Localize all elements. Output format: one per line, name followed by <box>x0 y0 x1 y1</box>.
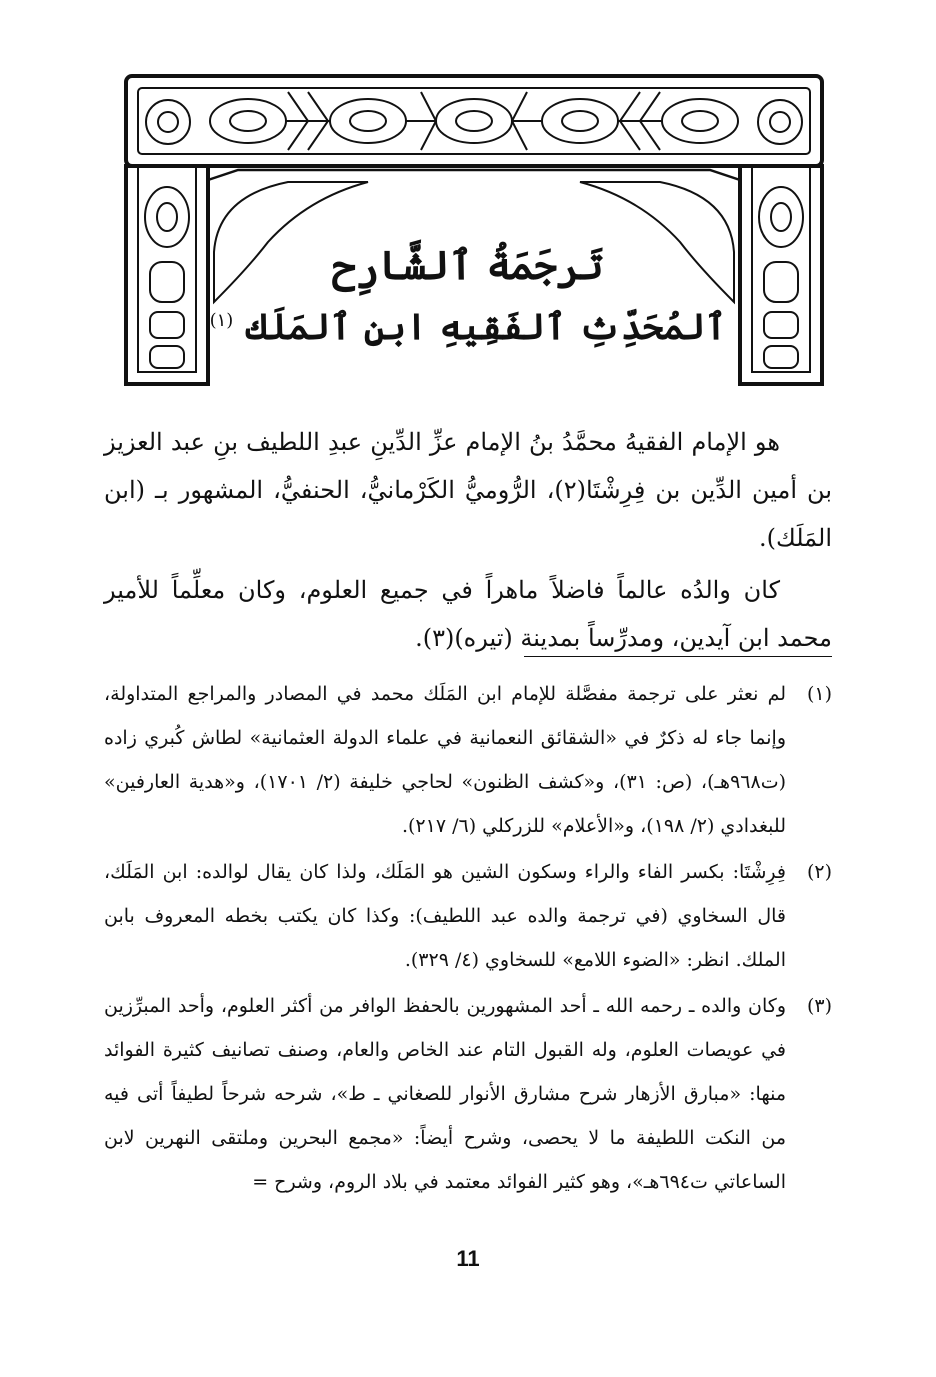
footnote-number: (٢) <box>806 861 832 883</box>
subtitle-text: ٱلمُحَدِّثِ ٱلفَقِيهِ ابنِ ٱلمَلَك <box>245 306 727 348</box>
footnote-1 <box>104 672 832 848</box>
footnote-number: (٣) <box>806 995 832 1017</box>
footnote-2 <box>104 850 832 982</box>
footnote-text: وكان والده ـ رحمه الله ـ أحد المشهورين بالحفظ الوافر من أكثر العلوم، وأحد المبرِّزين في عويصات العلوم، وله القبول التام عند الخاص والعام، وصنف تصانيف كثيرة الفوائد منها: «مبارق الأزهار شرح مشارق الأنوار للصغاني ـ ط»، شرحه شرحاً لطيفاً أتى فيه من النكت اللطيفة ما لا يحصى، وشرح أيضاً: «مجمع البحرين وملتقى النهرين لابن الساعاتي ت٦٩٤هـ»، وهو كثير الفوائد معتمد في بلاد الروم، وشرح = <box>104 995 786 1193</box>
paragraph-1: هو الإمام الفقيهُ محمَّدُ بنُ الإمام عزِّ الدِّينِ عبدِ اللطيف بنِ عبد العزيز بن أمين الدِّين بن فِرِشْتَا(٢)، الرُّوميُّ الكَرْمانيُّ، الحنفيُّ، المشهور بـ (ابن المَلَك). <box>104 428 832 552</box>
page-subtitle <box>200 294 736 354</box>
page-title: تَرجَمَةُ ٱلشَّارِح <box>332 242 604 289</box>
paragraph-2: كان والدُه عالماً فاضلاً ماهراً في جميع العلوم، وكان معلِّماً للأمير محمد ابن آيدين، ومدرِّساً بمدينة (تيره)(٣). <box>104 576 832 652</box>
footnote-text: فِرِشْتَا: بكسر الفاء والراء وسكون الشين هو المَلَك، ولذا كان يقال لوالده: ابن المَلَك، قال السخاوي (في ترجمة والده عبد اللطيف): وكذا كان يكتب بخطه المعروف بابن الملك. انظر: «الضوء اللامع» للسخاوي (٤/ ٣٢٩). <box>104 861 786 971</box>
footnote-number: (١) <box>806 683 832 705</box>
title-block <box>200 238 736 354</box>
footnotes <box>104 672 832 1206</box>
footnote-3 <box>104 984 832 1204</box>
footnote-text: لم نعثر على ترجمة مفصَّلة للإمام ابن المَلَك محمد في المصادر والمراجع المتداولة، وإنما جاء له ذكرٌ في «الشقائق النعمانية في علماء الدولة العثمانية» لطاش كُبري زاده (ت٩٦٨هـ)، (ص: ٣١)، و«كشف الظنون» لحاجي خليفة (٢/ ١٧٠١)، و«هدية العارفين» للبغدادي (٢/ ١٩٨)، و«الأعلام» للزركلي (٦/ ٢١٧). <box>104 683 787 837</box>
main-text <box>104 418 832 662</box>
footnote-divider <box>524 656 832 657</box>
title-footnote-ref: (١) <box>209 310 234 331</box>
page-number: 11 <box>456 1246 480 1271</box>
